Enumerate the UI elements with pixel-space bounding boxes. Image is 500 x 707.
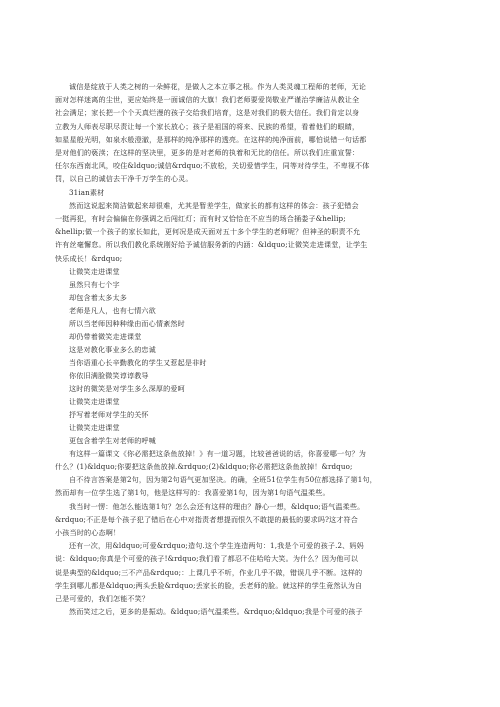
text-line: 面对怎样迷离的尘世，更应始终是一面诚信的大旗！我们老师要爱岗敬业严谨治学廉洁从教让全 [55,95,360,105]
text-line: 小孩当时的心态啊！ [55,528,121,538]
poem-line: 抒写着老师对学生的关怀 [69,409,149,419]
paragraph-5 [55,500,428,540]
text-line: 许有丝毫懈怠。所以我们教化系统刚好给予诚信服务新的内涵：&ldquo;让微笑走进课堂，让学生 [55,240,368,250]
poem-line: 老师是凡人，也有七情六欲 [69,305,156,315]
text-line: 任尔东西南北风，咬住&ldquo;诚信&rdquo;不放松，关切爱惜学生，同等对待学生，不卑视不体 [55,161,370,171]
poem-line: 让微笑走进课堂 [69,422,120,432]
paragraph-7 [55,605,428,618]
text-line: 罚，以自己的诚信去干净千万学生的心灵。 [55,174,193,184]
text-line: &hellip;做一个孩子的家长如此，更何况是成天面对五十多个学生的老师呢？但神圣的职责不允 [55,227,361,237]
text-line: 是对他们的亵渎；在这样的坚决里，更多的是对老师的执着和无比的信任。所以我们庄重宣誓： [55,148,360,158]
text-line: 自不待言答案是第2句，因为第2句语气更加坚决。的确，全班51位学生有50位都选择了第1句， [69,475,377,485]
text-line: 己是可爱的，我们怎能不笑？ [55,594,150,604]
paragraph-1 [55,80,428,186]
poem-line: 你依旧满脸微笑谆谆教导 [69,370,149,380]
poem-line: 所以当老师因种种缘由而心情紊然时 [69,318,185,328]
poem-line: 这时的微笑是对学生多么深厚的爱呵 [69,383,185,393]
poem-line: 让微笑走进课堂 [69,266,120,276]
text-line: 然而这说起来简洁做起来却很难，尤其是暂差学生，做家长的都有这样的体会：孩子犯错会 [69,200,359,210]
text-line: 然而却有一位学生选了第1句，他是这样写的：我喜爱第1句，因为第1句语气温柔些。 [55,488,330,498]
poem-line: 更包含着学生对老师的呼喊 [69,435,156,445]
text-line: 有这样一篇课文《你必需把这条鱼放掉！》有一道习题，比较爸爸说的话，你喜爱哪一句？为 [69,448,366,458]
poem-line: 虽然只有七个字 [69,279,120,289]
paragraph-6 [55,539,428,605]
text-line: 社会满足；家长把一个个天真烂漫的孩子交给我们培育，这是对我们的极大信任。我们肯定以身 [55,108,360,118]
text-line: 一挺再犯，有时会偏偏在你强调之后闯红灯；而有时又恰恰在不应当的场合捅娄子&hellip; [55,214,346,224]
paragraph-2 [55,199,428,265]
source-tag: 31ian素材 [69,187,105,197]
poem [55,265,428,447]
text-line: &rdquo;不正是每个孩子犯了错后在心中对指责者想提而恨久不敢提的最低的要求吗?这才符合 [55,514,359,524]
paragraph-4 [55,473,428,499]
text-line: 学生到哪儿都是&ldquo;两头丢脸&rdquo;丢家长的脸，丢老师的脸。就这样的学生竟然认为自 [55,580,363,590]
text-line: 说：&ldquo;你真是个可爱的孩子!&rdquo;我们看了都忍不住哈哈大笑。为什么？因为他可以 [55,554,359,564]
poem-line: 这是对教化事业多么的忠诚 [69,344,156,354]
paragraph-3 [55,447,428,473]
text-line: 然而笑过之后，更多的是振动。&ldquo;语气温柔些。&rdquo;&ldquo;我是个可爱的孩子 [69,607,363,617]
text-line: 如星星般光明，如泉水般澄澈，是那样的纯净那样的透亮。在这样的纯净面前，哪怕说错一句话都 [55,134,367,144]
text-line: 还有一次，用&ldquo;可爱&rdquo;造句.这个学生连造两句：1,我是个可爱的孩子.2、妈妈 [69,541,364,551]
poem-line: 却包含着太多太多 [69,292,127,302]
text-line: 说是典型的&ldquo;三不产品&rdquo;：上课几乎不听，作业几乎不做，错误几乎不断。这样的 [55,567,363,577]
poem-line: 当你语重心长辛勤教化的学生又惹起是非时 [69,357,207,367]
text-line: 快乐成长！&rdquo; [55,253,123,263]
poem-line: 却仍带着微笑走进课堂 [69,331,142,341]
poem-line: 让微笑走进课堂 [69,396,120,406]
text-line: 立教为人师表尽职尽责让每一个家长放心；孩子是祖国的将来、民族的希望，看着他们的眼睛， [55,121,360,131]
text-line: 我当时一愣：他怎么能选第1句？怎么会还有这样的理由？静心一想，&ldquo;语气温柔些。 [69,501,365,511]
text-line: 诚信是绽放于人类之树的一朵鲜花，是做人之本立事之根。作为人类灵魂工程师的老师，无论 [69,82,366,91]
text-line: 什么？(1)&ldquo;你要把这条鱼放掉.&rdquo;(2)&ldquo;你必需把这条鱼放掉！&rdquo; [55,462,353,472]
